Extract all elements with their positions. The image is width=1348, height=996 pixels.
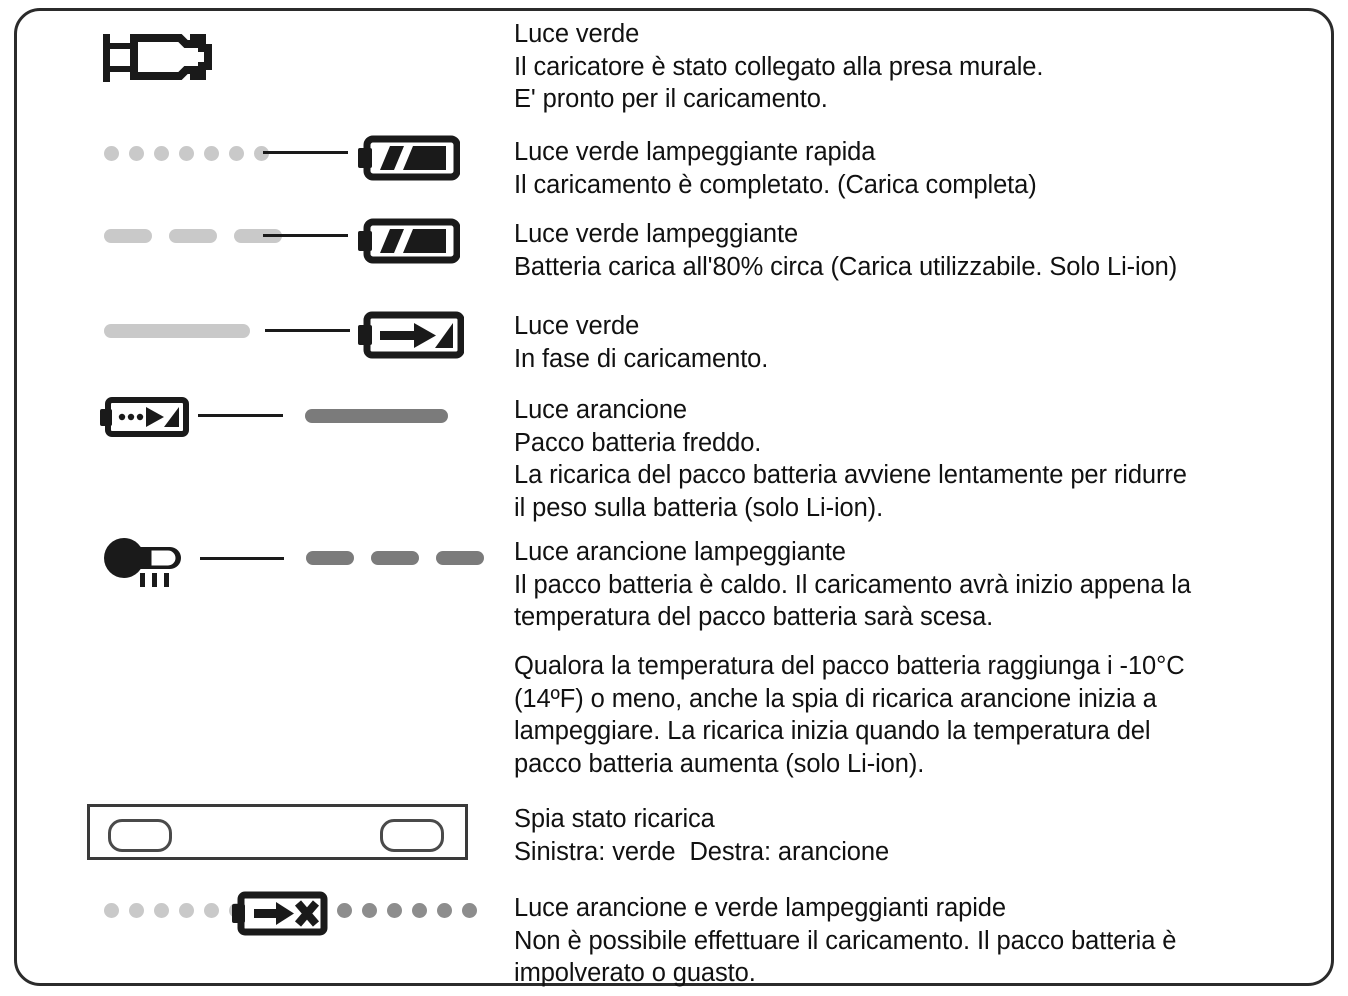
power-plug-icon	[100, 32, 216, 84]
text-line: La ricarica del pacco batteria avviene lentamente per ridurre	[514, 461, 1187, 489]
steady-light-bar-indicator	[104, 324, 250, 338]
row-text-charge-complete	[514, 136, 1334, 201]
indicator-dot	[437, 903, 452, 918]
row-symbol-area	[0, 218, 500, 278]
text-line: lampeggiare. La ricarica inizia quando la temperatura del	[514, 717, 1151, 745]
legend-row-low-temperature-note	[0, 650, 1348, 790]
steady-dark-bar-indicator	[305, 409, 448, 423]
text-line: pacco batteria aumenta (solo Li-ion).	[514, 749, 925, 778]
text-line: Luce verde lampeggiante rapida	[514, 138, 876, 166]
text-line: Il caricamento è completato. (Carica completa)	[514, 170, 1037, 199]
battery-slow-charge-icon	[100, 394, 190, 440]
text-line: Luce arancione	[514, 396, 687, 424]
text-line: Luce verde	[514, 20, 640, 48]
legend-row-status-lamp	[0, 803, 1348, 873]
indicator-dot	[204, 146, 219, 161]
text-line: Luce arancione lampeggiante	[514, 538, 846, 566]
indicator-dot	[204, 903, 219, 918]
text-line: Luce arancione e verde lampeggianti rapide	[514, 894, 1006, 922]
legend-row-ready	[0, 18, 1348, 118]
text-line: Il caricatore è stato collegato alla presa murale.	[514, 52, 1044, 81]
row-text-charge-80	[514, 218, 1334, 283]
indicator-dot	[154, 146, 169, 161]
row-symbol-area	[0, 535, 500, 645]
text-line: (14ºF) o meno, anche la spia di ricarica arancione inizia a	[514, 684, 1157, 713]
text-line: Batteria carica all'80% circa (Carica utilizzabile. Solo Li-ion)	[514, 252, 1178, 281]
connector-line	[198, 414, 283, 417]
indicator-dot	[129, 903, 144, 918]
row-text-pack-cold	[514, 394, 1334, 524]
text-line: Sinistra: verde Destra: arancione	[514, 837, 890, 866]
row-text-low-temperature-note	[514, 650, 1334, 780]
indicator-dash	[371, 551, 419, 565]
text-line: Spia stato ricarica	[514, 805, 715, 833]
connector-line	[263, 234, 348, 237]
battery-error-icon	[232, 887, 328, 939]
indicator-dot	[104, 146, 119, 161]
status-lamp-orange-right	[380, 819, 444, 852]
connector-line	[263, 151, 348, 154]
indicator-dash	[306, 551, 354, 565]
legend-row-charge-complete	[0, 136, 1348, 199]
row-symbol-area	[0, 136, 500, 196]
connector-line	[200, 557, 284, 560]
indicator-dot	[179, 146, 194, 161]
indicator-dot	[104, 903, 119, 918]
status-lamp-green-left	[108, 819, 172, 852]
text-line: Qualora la temperatura del pacco batteria raggiunga i -10°C	[514, 652, 1185, 680]
indicator-dash	[436, 551, 484, 565]
text-line: il peso sulla batteria (solo Li-ion).	[514, 493, 884, 522]
indicator-dash	[169, 229, 217, 243]
text-line: Pacco batteria freddo.	[514, 428, 762, 457]
legend-row-charge-error	[0, 892, 1348, 987]
battery-full-icon	[358, 215, 460, 267]
legend-row-pack-cold	[0, 392, 1348, 532]
error-dots-right-indicator	[337, 903, 487, 918]
row-text-pack-hot	[514, 536, 1334, 634]
row-text-charging	[514, 310, 1334, 375]
row-symbol-area	[0, 803, 500, 873]
indicator-dash	[104, 229, 152, 243]
legend-row-pack-hot	[0, 535, 1348, 645]
text-line: Il pacco batteria è caldo. Il caricamento avrà inizio appena la	[514, 570, 1191, 599]
indicator-dot	[154, 903, 169, 918]
text-line: Non è possibile effettuare il caricamento. Il pacco batteria è	[514, 926, 1177, 955]
text-line: impolverato o guasto.	[514, 959, 756, 987]
row-text-charge-error	[514, 892, 1334, 990]
indicator-dot	[337, 903, 352, 918]
row-symbol-area	[0, 18, 500, 118]
charger-status-lamp-panel	[87, 804, 468, 860]
row-symbol-area	[0, 892, 500, 982]
indicator-dot	[387, 903, 402, 918]
legend-row-charge-80	[0, 218, 1348, 281]
battery-full-icon	[358, 132, 460, 184]
row-symbol-area	[0, 392, 500, 532]
indicator-dot	[362, 903, 377, 918]
text-line: temperatura del pacco batteria sarà scesa.	[514, 603, 994, 631]
text-line: In fase di caricamento.	[514, 344, 769, 373]
indicator-dot	[179, 903, 194, 918]
blink-dark-dashes-indicator	[306, 551, 501, 565]
thermometer-icon	[102, 535, 194, 591]
row-symbol-area	[0, 310, 500, 370]
indicator-dot	[129, 146, 144, 161]
text-line: E' pronto per il caricamento.	[514, 85, 828, 113]
row-text-status-lamp	[514, 803, 1334, 868]
blink-fast-dots-indicator	[104, 146, 279, 161]
indicator-dot	[412, 903, 427, 918]
connector-line	[265, 329, 350, 332]
text-line: Luce verde	[514, 312, 640, 340]
battery-charging-arrow-icon	[358, 307, 464, 363]
indicator-dot	[462, 903, 477, 918]
indicator-dot	[229, 146, 244, 161]
row-text-ready	[514, 18, 1334, 116]
text-line: Luce verde lampeggiante	[514, 220, 799, 248]
legend-row-charging	[0, 310, 1348, 373]
